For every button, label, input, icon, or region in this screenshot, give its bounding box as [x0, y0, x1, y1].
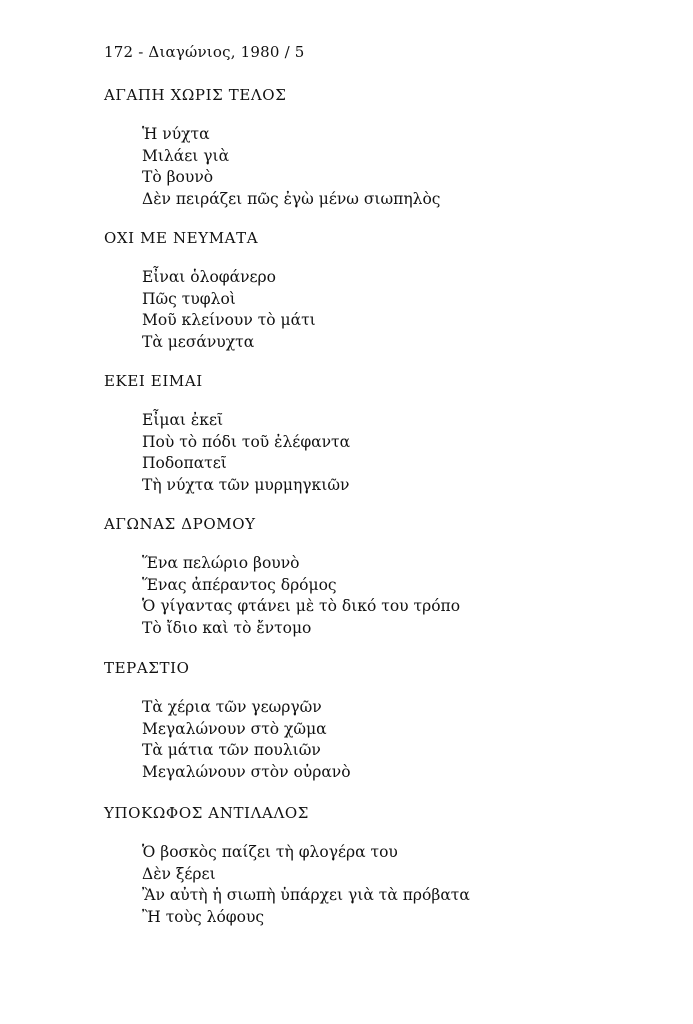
poem-line: Εἶμαι ἐκεῖ	[142, 411, 224, 429]
poem-title: ΑΓΑΠΗ ΧΩΡΙΣ ΤΕΛΟΣ	[104, 86, 287, 104]
poem-line: Μοῦ κλείνουν τὸ μάτι	[142, 311, 316, 329]
poem-lines	[142, 267, 316, 353]
poem-lines	[142, 124, 440, 210]
poem-line: Ἂν αὐτὴ ἡ σιωπὴ ὑπάρχει γιὰ τὰ πρόβατα	[142, 886, 470, 904]
poem-line: Δὲν ξέρει	[142, 864, 216, 883]
poem-line: Εἶναι ὁλοφάνερο	[142, 268, 276, 286]
page-header: 172 - Διαγώνιος, 1980 / 5	[104, 43, 305, 61]
poem-4	[104, 515, 664, 637]
poem-title: ΟΧΙ ΜΕ ΝΕΥΜΑΤΑ	[104, 229, 259, 247]
poem-line: Τὴ νύχτα τῶν μυρμηγκιῶν	[142, 475, 350, 494]
poem-line: Τὰ μάτια τῶν πουλιῶν	[142, 741, 321, 759]
poem-line: Ποὺ τὸ πόδι τοῦ ἐλέφαντα	[142, 432, 351, 451]
poem-line: Ἕνα πελώριο βουνὸ	[142, 554, 300, 572]
poem-line: Τὰ χέρια τῶν γεωργῶν	[142, 698, 322, 716]
poem-line: Ὁ γίγαντας φτάνει μὲ τὸ δικό του τρόπο	[142, 597, 461, 615]
poem-lines	[142, 410, 350, 496]
poem-line: Ἡ νύχτα	[142, 125, 210, 143]
poem-line: Μιλάει γιὰ	[142, 146, 230, 165]
poem-line: Ποδοπατεῖ	[142, 454, 227, 472]
poem-line: Μεγαλώνουν στὸν οὐρανὸ	[142, 762, 351, 781]
poem-2	[104, 229, 664, 351]
poem-lines	[142, 697, 351, 783]
poem-title: ΑΓΩΝΑΣ ΔΡΟΜΟΥ	[104, 515, 256, 533]
poem-lines	[142, 842, 470, 928]
poem-line: Πῶς τυφλοὶ	[142, 289, 236, 308]
poem-line: Δὲν πειράζει πῶς ἐγὼ μένω σιωπηλὸς	[142, 189, 441, 208]
poem-line: Ὁ βοσκὸς παίζει τὴ φλογέρα του	[142, 843, 398, 861]
poem-line: Τὸ βουνὸ	[142, 168, 214, 186]
poem-1	[104, 86, 664, 208]
poem-6	[104, 804, 664, 926]
poem-line: Ἢ τοὺς λόφους	[142, 907, 265, 926]
poem-title: ΕΚΕΙ ΕΙΜΑΙ	[104, 372, 203, 390]
poem-line: Μεγαλώνουν στὸ χῶμα	[142, 719, 327, 738]
poem-line: Ἕνας ἀπέραντος δρόμος	[142, 575, 337, 594]
poem-title: ΥΠΟΚΩΦΟΣ ΑΝΤΙΛΑΛΟΣ	[104, 804, 309, 822]
poem-line: Τὸ ἴδιο καὶ τὸ ἔντομο	[142, 618, 312, 637]
poem-5	[104, 659, 664, 781]
poem-line: Τὰ μεσάνυχτα	[142, 332, 255, 351]
poem-3	[104, 372, 664, 494]
poem-title: ΤΕΡΑΣΤΙΟ	[104, 659, 190, 677]
poem-lines	[142, 553, 460, 639]
